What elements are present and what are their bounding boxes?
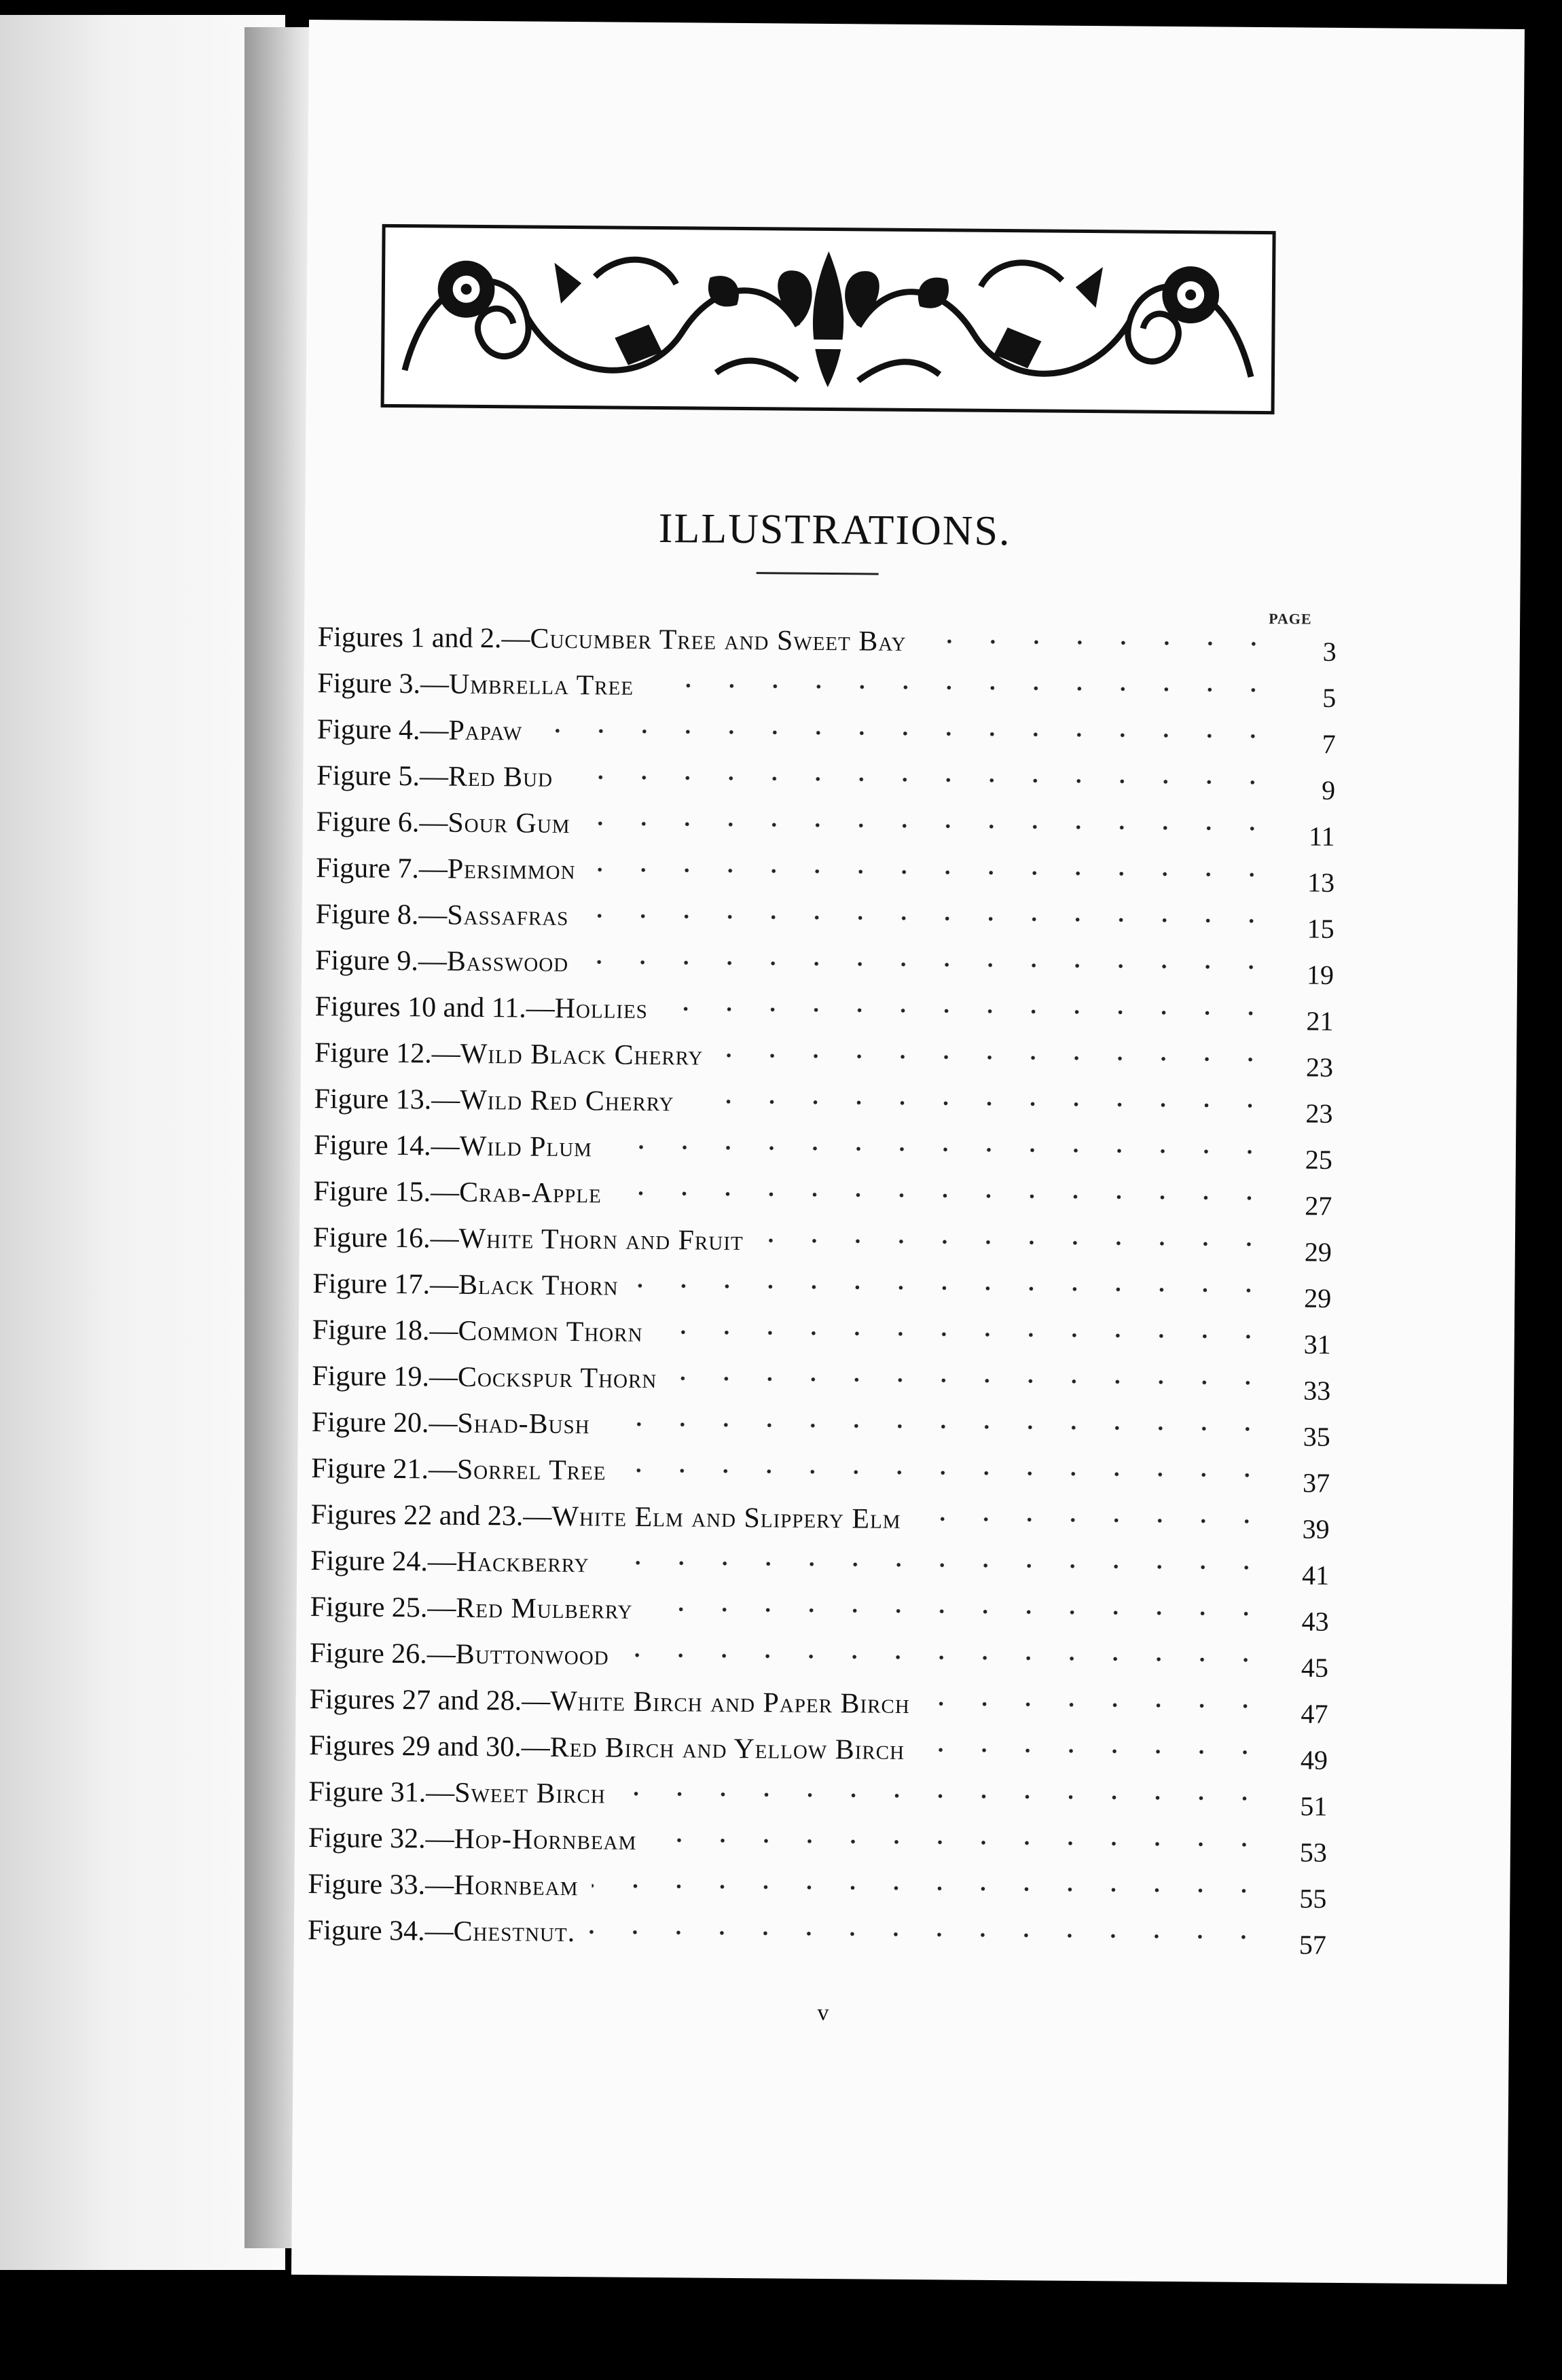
dot-leader [583,905,1273,931]
figure-number: Figures 27 and 28.— [309,1684,551,1717]
illustration-title: Umbrella Tree [448,668,634,702]
list-item [310,1591,1328,1645]
figure-number: Figure 32.— [308,1822,454,1855]
illustration-title: Wild Plum [459,1130,593,1164]
page-number: 5 [1322,682,1337,713]
figure-number: Figures 29 and 30.— [308,1730,550,1763]
page-number: 35 [1303,1421,1330,1452]
illustration-title: Hollies [554,992,649,1025]
page-number: 41 [1301,1559,1330,1591]
entry-label [312,1360,657,1395]
list-item [312,1314,1331,1368]
entry-label [314,1036,704,1072]
dot-leader [589,859,1273,885]
illustration-title: Red Birch and Yellow Birch [549,1731,905,1766]
figure-number: Figure 13.— [314,1083,460,1116]
list-item [313,1175,1332,1229]
dot-leader [657,1322,1270,1347]
list-item [309,1683,1328,1737]
entry-label [309,1683,910,1720]
dot-leader [650,1830,1266,1855]
figure-number: Figure 31.— [308,1776,455,1809]
illustration-title: Cucumber Tree and Sweet Bay [530,623,907,657]
figure-number: Figure 19.— [312,1360,458,1393]
entry-label [314,990,648,1026]
dot-leader [757,1230,1271,1255]
entry-label [316,806,570,840]
list-item [311,1452,1330,1507]
list-item [308,1914,1326,1968]
figure-number: Figure 3.— [317,668,450,700]
entry-label [315,944,568,979]
dot-leader [915,1509,1269,1532]
illustration-title: Common Thorn [458,1315,643,1348]
dot-leader [670,1368,1269,1393]
entry-label [312,1314,643,1349]
illustration-title: Red Bud [448,761,553,793]
page-number: 23 [1305,1051,1334,1083]
dot-leader [918,1739,1267,1763]
entry-label [314,1129,592,1164]
illustration-title: Basswood [446,945,569,979]
list-item [316,713,1335,768]
title-rule [757,572,879,575]
figure-number: Figure 18.— [312,1314,458,1347]
page-number: 23 [1305,1098,1333,1129]
page-number: 43 [1301,1606,1329,1637]
folio-number: v [817,2000,829,2026]
page-number: 29 [1304,1236,1332,1267]
illustration-title: Sweet Birch [454,1777,606,1810]
dot-leader [647,675,1275,700]
dot-leader [584,813,1274,839]
figure-number: Figure 9.— [314,945,447,977]
list-item [312,1360,1330,1414]
illustration-title: Red Mulberry [456,1592,633,1625]
entry-label [308,1822,637,1857]
illustration-title: Sassafras [447,899,569,933]
figure-number: Figure 20.— [311,1407,458,1439]
page-number: 13 [1307,867,1335,898]
dot-leader [632,1276,1270,1301]
list-item [316,759,1335,814]
list-item [308,1822,1327,1876]
dot-leader [923,1693,1267,1716]
illustration-title: Crab-Apple [458,1176,602,1210]
scrollwork-ornament-icon [391,234,1266,404]
page-number: 7 [1322,728,1336,759]
entry-label [310,1637,609,1672]
figure-number: Figure 24.— [310,1545,457,1578]
illustration-title: Sorrel Tree [456,1454,606,1487]
page-number: 25 [1305,1144,1333,1175]
figure-number: Figures 22 and 23.— [310,1499,552,1532]
dot-leader [536,721,1275,747]
illustration-title: Wild Red Cherry [460,1084,674,1118]
figure-number: Figure 4.— [316,714,449,746]
dot-leader [592,1875,1265,1901]
illustration-title: Black Thorn [458,1269,619,1302]
figure-number: Figure 12.— [314,1037,460,1070]
dot-leader [589,1922,1265,1947]
page-number: 33 [1303,1375,1331,1406]
illustration-title: Hackberry [456,1546,589,1579]
page-number: 55 [1299,1883,1327,1914]
entry-label [315,898,568,933]
list-item [309,1729,1328,1784]
figure-number: Figure 14.— [313,1130,460,1162]
list-item [310,1545,1329,1599]
dot-leader [619,1784,1266,1809]
entry-label [308,1914,576,1949]
figure-number: Figure 16.— [312,1222,459,1255]
figure-number: Figure 26.— [309,1638,456,1670]
list-item [317,667,1336,721]
page-number: 51 [1300,1790,1328,1822]
page-number: 57 [1298,1929,1326,1960]
figure-number: Figures 1 and 2.— [317,621,530,655]
dot-leader [920,631,1275,654]
illustration-title: White Elm and Slippery Elm [551,1500,901,1535]
illustration-title: Chestnut. [453,1915,576,1949]
figure-number: Figure 8.— [315,899,448,931]
figure-number: Figures 10 and 11.— [314,991,555,1024]
entry-label [310,1545,589,1579]
dot-leader [566,767,1274,793]
page-number: 11 [1308,821,1335,852]
page-number: 19 [1306,959,1334,990]
list-item [311,1406,1330,1460]
figure-number: Figure 15.— [313,1176,460,1208]
list-item [316,852,1334,906]
entry-label [308,1775,606,1810]
page-number: 21 [1306,1005,1334,1036]
list-item [314,990,1333,1045]
dot-leader [687,1091,1271,1116]
entry-label [313,1221,744,1257]
ornamental-headpiece [381,224,1276,414]
list-item [314,1083,1332,1137]
dot-leader [602,1552,1268,1578]
page-number: 29 [1304,1282,1332,1314]
entry-label [311,1452,606,1487]
dot-leader [647,1599,1268,1624]
page-number: 47 [1301,1698,1328,1729]
list-item [310,1498,1329,1553]
book-page [291,20,1525,2284]
dot-leader [604,1413,1269,1439]
list-item [318,621,1337,675]
illustration-title: Buttonwood [455,1638,609,1672]
dot-leader [716,1045,1272,1070]
illustration-title: Hornbeam [453,1869,579,1903]
figure-number: Figure 25.— [310,1591,456,1624]
facing-page-edge [0,15,285,2270]
list-item [316,806,1334,860]
dot-leader [606,1136,1271,1162]
entry-label [314,1083,674,1118]
entry-label [309,1729,905,1767]
page-title: ILLUSTRATIONS. [658,505,1011,555]
figure-number: Figure 21.— [311,1453,458,1485]
page-number: 37 [1302,1467,1330,1498]
figure-number: Figure 17.— [312,1268,459,1301]
entry-label [316,852,576,886]
entry-label [313,1175,602,1210]
illustration-title: Hop-Hornbeam [454,1823,637,1856]
dot-leader [582,952,1273,977]
illustration-title: Sour Gum [448,807,570,840]
entry-label [317,713,523,747]
list-item [312,1267,1331,1322]
entry-label [312,1406,590,1441]
page-column-label: PAGE [1269,610,1312,628]
illustration-title: White Birch and Paper Birch [550,1685,911,1720]
dot-leader [615,1183,1271,1209]
page-number: 49 [1300,1744,1328,1775]
page-number: 3 [1322,636,1337,667]
list-item [310,1637,1328,1691]
page-number: 15 [1307,913,1334,944]
dot-leader [661,998,1272,1024]
entry-label [316,759,553,794]
figure-number: Figure 7.— [316,852,448,885]
list-item [314,1129,1332,1183]
illustration-title: Cockspur Thorn [457,1361,657,1395]
dot-leader [619,1460,1269,1486]
list-item [313,1221,1332,1276]
entry-label [317,667,634,702]
illustration-title: Papaw [448,715,523,747]
figure-number: Figure 5.— [316,760,449,793]
list-item [314,1036,1333,1091]
list-item [308,1868,1326,1922]
page-number: 39 [1302,1513,1330,1545]
page-number: 27 [1305,1190,1332,1221]
page-number: 9 [1321,774,1336,806]
figure-number: Figure 6.— [316,806,448,839]
figure-number: Figure 34.— [307,1915,454,1947]
list-item [315,944,1334,998]
illustration-title: Shad-Bush [457,1407,590,1441]
figure-number: Figure 33.— [308,1869,454,1901]
illustrations-list [307,621,1337,1960]
entry-label [311,1498,901,1536]
list-item [308,1775,1327,1830]
entry-label [310,1591,632,1626]
illustration-title: Wild Black Cherry [460,1038,704,1072]
entry-label [312,1267,619,1303]
dot-leader [623,1645,1267,1670]
entry-label [308,1868,578,1903]
list-item [315,898,1334,952]
illustration-title: White Thorn and Fruit [458,1223,744,1257]
page-number: 45 [1301,1652,1329,1683]
page-number: 53 [1299,1837,1328,1868]
entry-label [318,621,907,658]
illustration-title: Persimmon [447,853,576,886]
page-number: 31 [1303,1329,1331,1360]
